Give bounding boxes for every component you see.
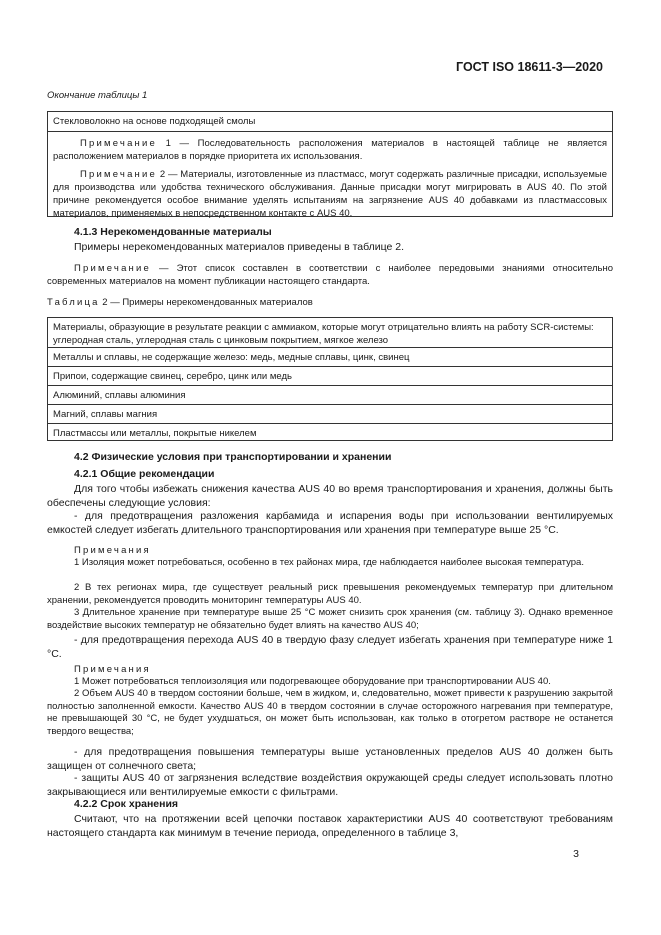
note-item: 2 В тех регионах мира, где существует реальный риск превышения рекомендуемых температур при длительном хранении, рекомендуется проводить мониторинг температуры AUS 40. xyxy=(47,582,613,606)
table1-row: Стекловолокно на основе подходящей смолы xyxy=(48,112,612,132)
page-number: 3 xyxy=(573,848,579,860)
table2-row: Магний, сплавы магния xyxy=(48,405,612,424)
section-422-heading: 4.2.2 Срок хранения xyxy=(74,798,179,810)
table1-end-caption: Окончание таблицы 1 xyxy=(47,90,148,101)
table2-row: Материалы, образующие в результате реакции с аммиаком, которые могут отрицательно влиять на работу SCR-системы: углеродная сталь, углеродная сталь с цинковым покрытием, мягкое железо xyxy=(48,318,612,348)
table2-row: Пластмассы или металлы, покрытые никелем xyxy=(53,428,257,439)
section-421-heading: 4.2.1 Общие рекомендации xyxy=(74,468,215,480)
table2-row: Припои, содержащие свинец, серебро, цинк или медь xyxy=(48,367,612,386)
table1-end xyxy=(47,111,613,217)
document-id: ГОСТ ISO 18611-3—2020 xyxy=(456,60,603,74)
section-421-bullet-3: - для предотвращения повышения температуры выше установленных пределов AUS 40 должен быть защищен от солнечного света; xyxy=(47,746,613,772)
table1-note1: Примечание 1 — Последовательность расположения материалов в настоящей таблице не является расположением материалов в порядке приоритета их использования. xyxy=(53,138,607,162)
section-413-text: Примеры нерекомендованных материалов приведены в таблице 2. xyxy=(74,241,405,253)
table2-caption: Таблица 2 — Примеры нерекомендованных материалов xyxy=(47,297,313,308)
note-item: 1 Изоляция может потребоваться, особенно в тех районах мира, где наблюдается наиболее высокая температура. xyxy=(74,557,584,568)
notes-1-label: Примечания xyxy=(74,545,151,556)
section-421-bullet-1: - для предотвращения разложения карбамида и испарения воды при использовании вентилируемых емкостей следует избегать длительного транспортирования или хранения при температуре выше 25 °С. xyxy=(47,510,613,536)
note-item: 1 Может потребоваться теплоизоляция или подогревающее оборудование при транспортировании AUS 40. xyxy=(74,676,551,687)
note-item: 2 Объем AUS 40 в твердом состоянии больше, чем в жидком, и, следовательно, может привести к разрушению закрытой полностью заполненной емкости. Качество AUS 40 в твердом состоянии в случае осторожного нагревания при температуре, не превышающей 30 °С, не будет ухудшаться, он может быть использован, как только в отогретом растворе не останется твердого вещества; xyxy=(47,688,613,737)
notes-2-label: Примечания xyxy=(74,664,151,675)
section-421-intro: Для того чтобы избежать снижения качества AUS 40 во время транспортирования и хранения, должны быть обеспечены следующие условия: xyxy=(47,483,613,509)
section-413-heading: 4.1.3 Нерекомендованные материалы xyxy=(74,226,272,238)
table2-row: Металлы и сплавы, не содержащие железо: медь, медные сплавы, цинк, свинец xyxy=(48,348,612,367)
section-422-text: Считают, что на протяжении всей цепочки поставок характеристики AUS 40 соответствуют требованиям настоящего стандарта как минимум в течение периода, определенного в таблице 3, xyxy=(47,813,613,839)
section-421-bullet-2: - для предотвращения перехода AUS 40 в твердую фазу следует избегать хранения при температуре ниже 1 °С. xyxy=(47,634,613,660)
section-421-bullet-4: - защиты AUS 40 от загрязнения вследствие воздействия окружающей среды следует использовать плотно закрывающиеся или вентилируемые емкости с фильтрами. xyxy=(47,772,613,798)
section-42-heading: 4.2 Физические условия при транспортировании и хранении xyxy=(74,451,392,463)
table2-row: Алюминий, сплавы алюминия xyxy=(48,386,612,405)
table2 xyxy=(47,317,613,441)
note-item: 3 Длительное хранение при температуре выше 25 °С может снизить срок хранения (см. таблицу 3). Однако временное воздействие высоких температур не обязательно будет влиять на качество AUS 40; xyxy=(47,607,613,631)
table1-note2: Примечание 2 — Материалы, изготовленные из пластмасс, могут содержать различные присадки, используемые для производства или удобства технического обслуживания. Данные присадки могут мигрировать в AUS 40. По этой причине рекомендуется особое внимание уделять испытаниям на загрязнение AUS 40 добавками из пластмассовых материалов, применяемых в непосредственном контакте с AUS 40. xyxy=(53,169,607,219)
section-413-note: Примечание — Этот список составлен в соответствии с наиболее передовыми знаниями относительно современных материалов на момент публикации настоящего стандарта. xyxy=(47,263,613,287)
